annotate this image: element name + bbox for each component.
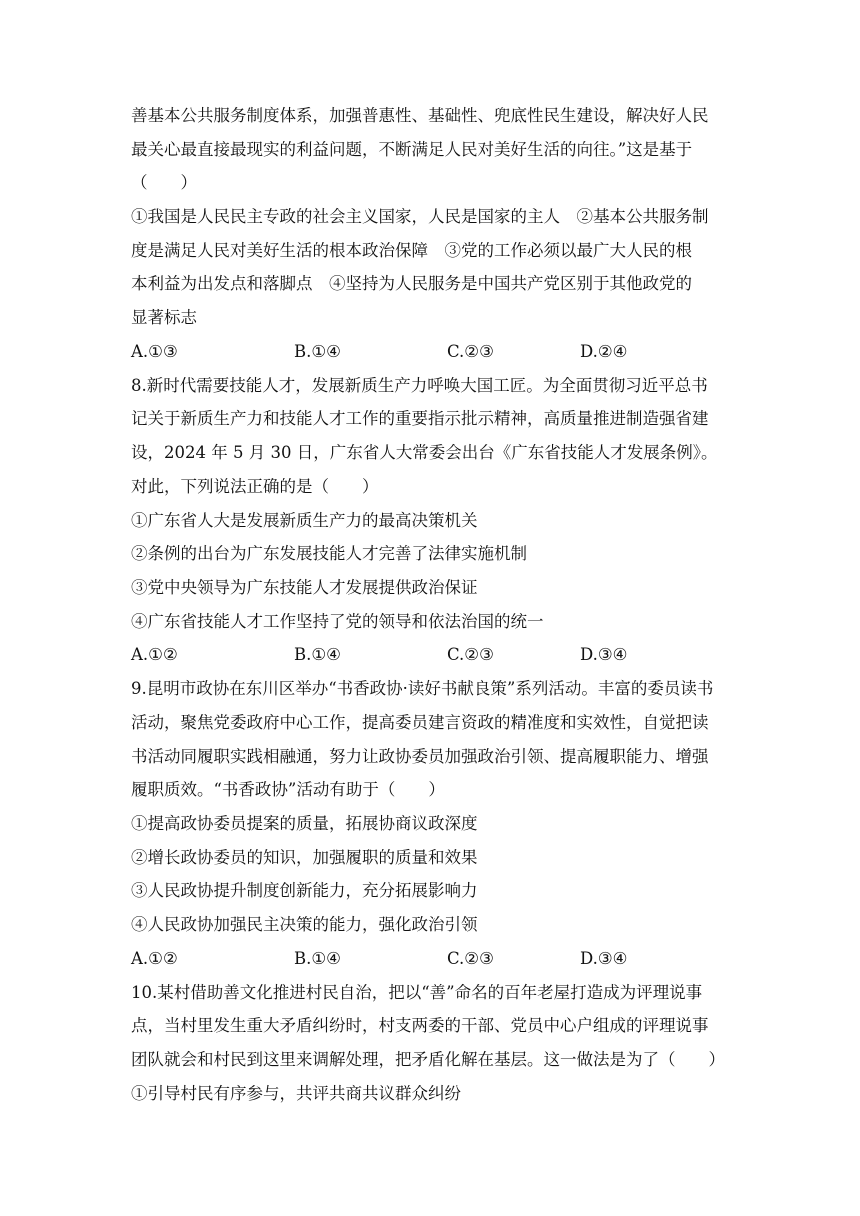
q8-stem-line: 记关于新质生产力和技能人才工作的重要指示批示精神，高质量推进制造强省建 xyxy=(131,409,709,428)
q8-statement-1: ①广东省人大是发展新质生产力的最高决策机关 xyxy=(131,511,478,530)
q8-stem-line: 对此，下列说法正确的是（ ） xyxy=(131,477,379,496)
q9-stem-line: 书活动同履职实践相融通，努力让政协委员加强政治引领、提高履职能力、增强 xyxy=(131,747,709,766)
q7-options xyxy=(131,341,731,363)
q8-option-d: D.③④ xyxy=(580,645,628,664)
q7-option-a: A.①③ xyxy=(131,342,178,361)
q9-option-b: B.①④ xyxy=(294,949,341,968)
q7-answer-blank: （ ） xyxy=(131,173,197,192)
q9-option-d: D.③④ xyxy=(580,949,628,968)
q7-stem-line: 最关心最直接最现实的利益问题，不断满足人民对美好生活的向往。”这是基于 xyxy=(131,140,693,159)
q9-statement-1: ①提高政协委员提案的质量，拓展协商议政深度 xyxy=(131,814,478,833)
q8-option-c: C.②③ xyxy=(447,645,494,664)
q9-statement-4: ④人民政协加强民主决策的能力，强化政治引领 xyxy=(131,915,478,934)
q10-statement-1: ①引导村民有序参与，共评共商共议群众纠纷 xyxy=(131,1084,461,1103)
q7-option-b: B.①④ xyxy=(294,342,341,361)
q9-stem-line: 活动，聚焦党委政府中心工作，提高委员建言资政的精准度和实效性，自觉把读 xyxy=(131,713,709,732)
q7-statement-line: 度是满足人民对美好生活的根本政治保障 ③党的工作必须以最广大人民的根 xyxy=(131,241,692,260)
q10-stem-line: 点，当村里发生重大矛盾纠纷时，村支两委的干部、党员中心户组成的评理说事 xyxy=(131,1016,709,1035)
q9-option-a: A.①② xyxy=(131,949,178,968)
q7-statement-line: 本利益为出发点和落脚点 ④坚持为人民服务是中国共产党区别于其他政党的 xyxy=(131,274,692,293)
q8-options xyxy=(131,644,731,666)
q10-stem-line: 团队就会和村民到这里来调解处理，把矛盾化解在基层。这一做法是为了（ ） xyxy=(131,1050,725,1069)
q8-statement-2: ②条例的出台为广东发展技能人才完善了法律实施机制 xyxy=(131,544,527,563)
q7-statement-line: ①我国是人民民主专政的社会主义国家，人民是国家的主人 ②基本公共服务制 xyxy=(131,207,709,226)
q8-statement-3: ③党中央领导为广东技能人才发展提供政治保证 xyxy=(131,578,478,597)
q7-option-c: C.②③ xyxy=(447,342,494,361)
q8-statement-4: ④广东省技能人才工作坚持了党的领导和依法治国的统一 xyxy=(131,612,544,631)
q8-option-b: B.①④ xyxy=(294,645,341,664)
q9-options xyxy=(131,948,731,970)
q9-statement-3: ③人民政协提升制度创新能力，充分拓展影响力 xyxy=(131,881,478,900)
q9-option-c: C.②③ xyxy=(447,949,494,968)
q8-option-a: A.①② xyxy=(131,645,178,664)
q7-option-d: D.②④ xyxy=(580,342,628,361)
q7-statement-line: 显著标志 xyxy=(131,308,197,327)
q8-stem-line: 设，2024 年 5 月 30 日，广东省人大常委会出台《广东省技能人才发展条例》。 xyxy=(131,443,718,462)
q8-stem-line: 8.新时代需要技能人才，发展新质生产力呼唤大国工匠。为全面贯彻习近平总书 xyxy=(131,376,708,395)
q9-stem-line: 9.昆明市政协在东川区举办“书香政协·读好书献良策”系列活动。丰富的委员读书 xyxy=(131,679,714,698)
q9-statement-2: ②增长政协委员的知识，加强履职的质量和效果 xyxy=(131,848,478,867)
q10-stem-line: 10.某村借助善文化推进村民自治，把以“善”命名的百年老屋打造成为评理说事 xyxy=(131,983,703,1002)
q7-stem-line: 善基本公共服务制度体系，加强普惠性、基础性、兜底性民生建设，解决好人民 xyxy=(131,106,709,125)
q9-stem-line: 履职质效。“书香政协”活动有助于（ ） xyxy=(131,780,445,799)
